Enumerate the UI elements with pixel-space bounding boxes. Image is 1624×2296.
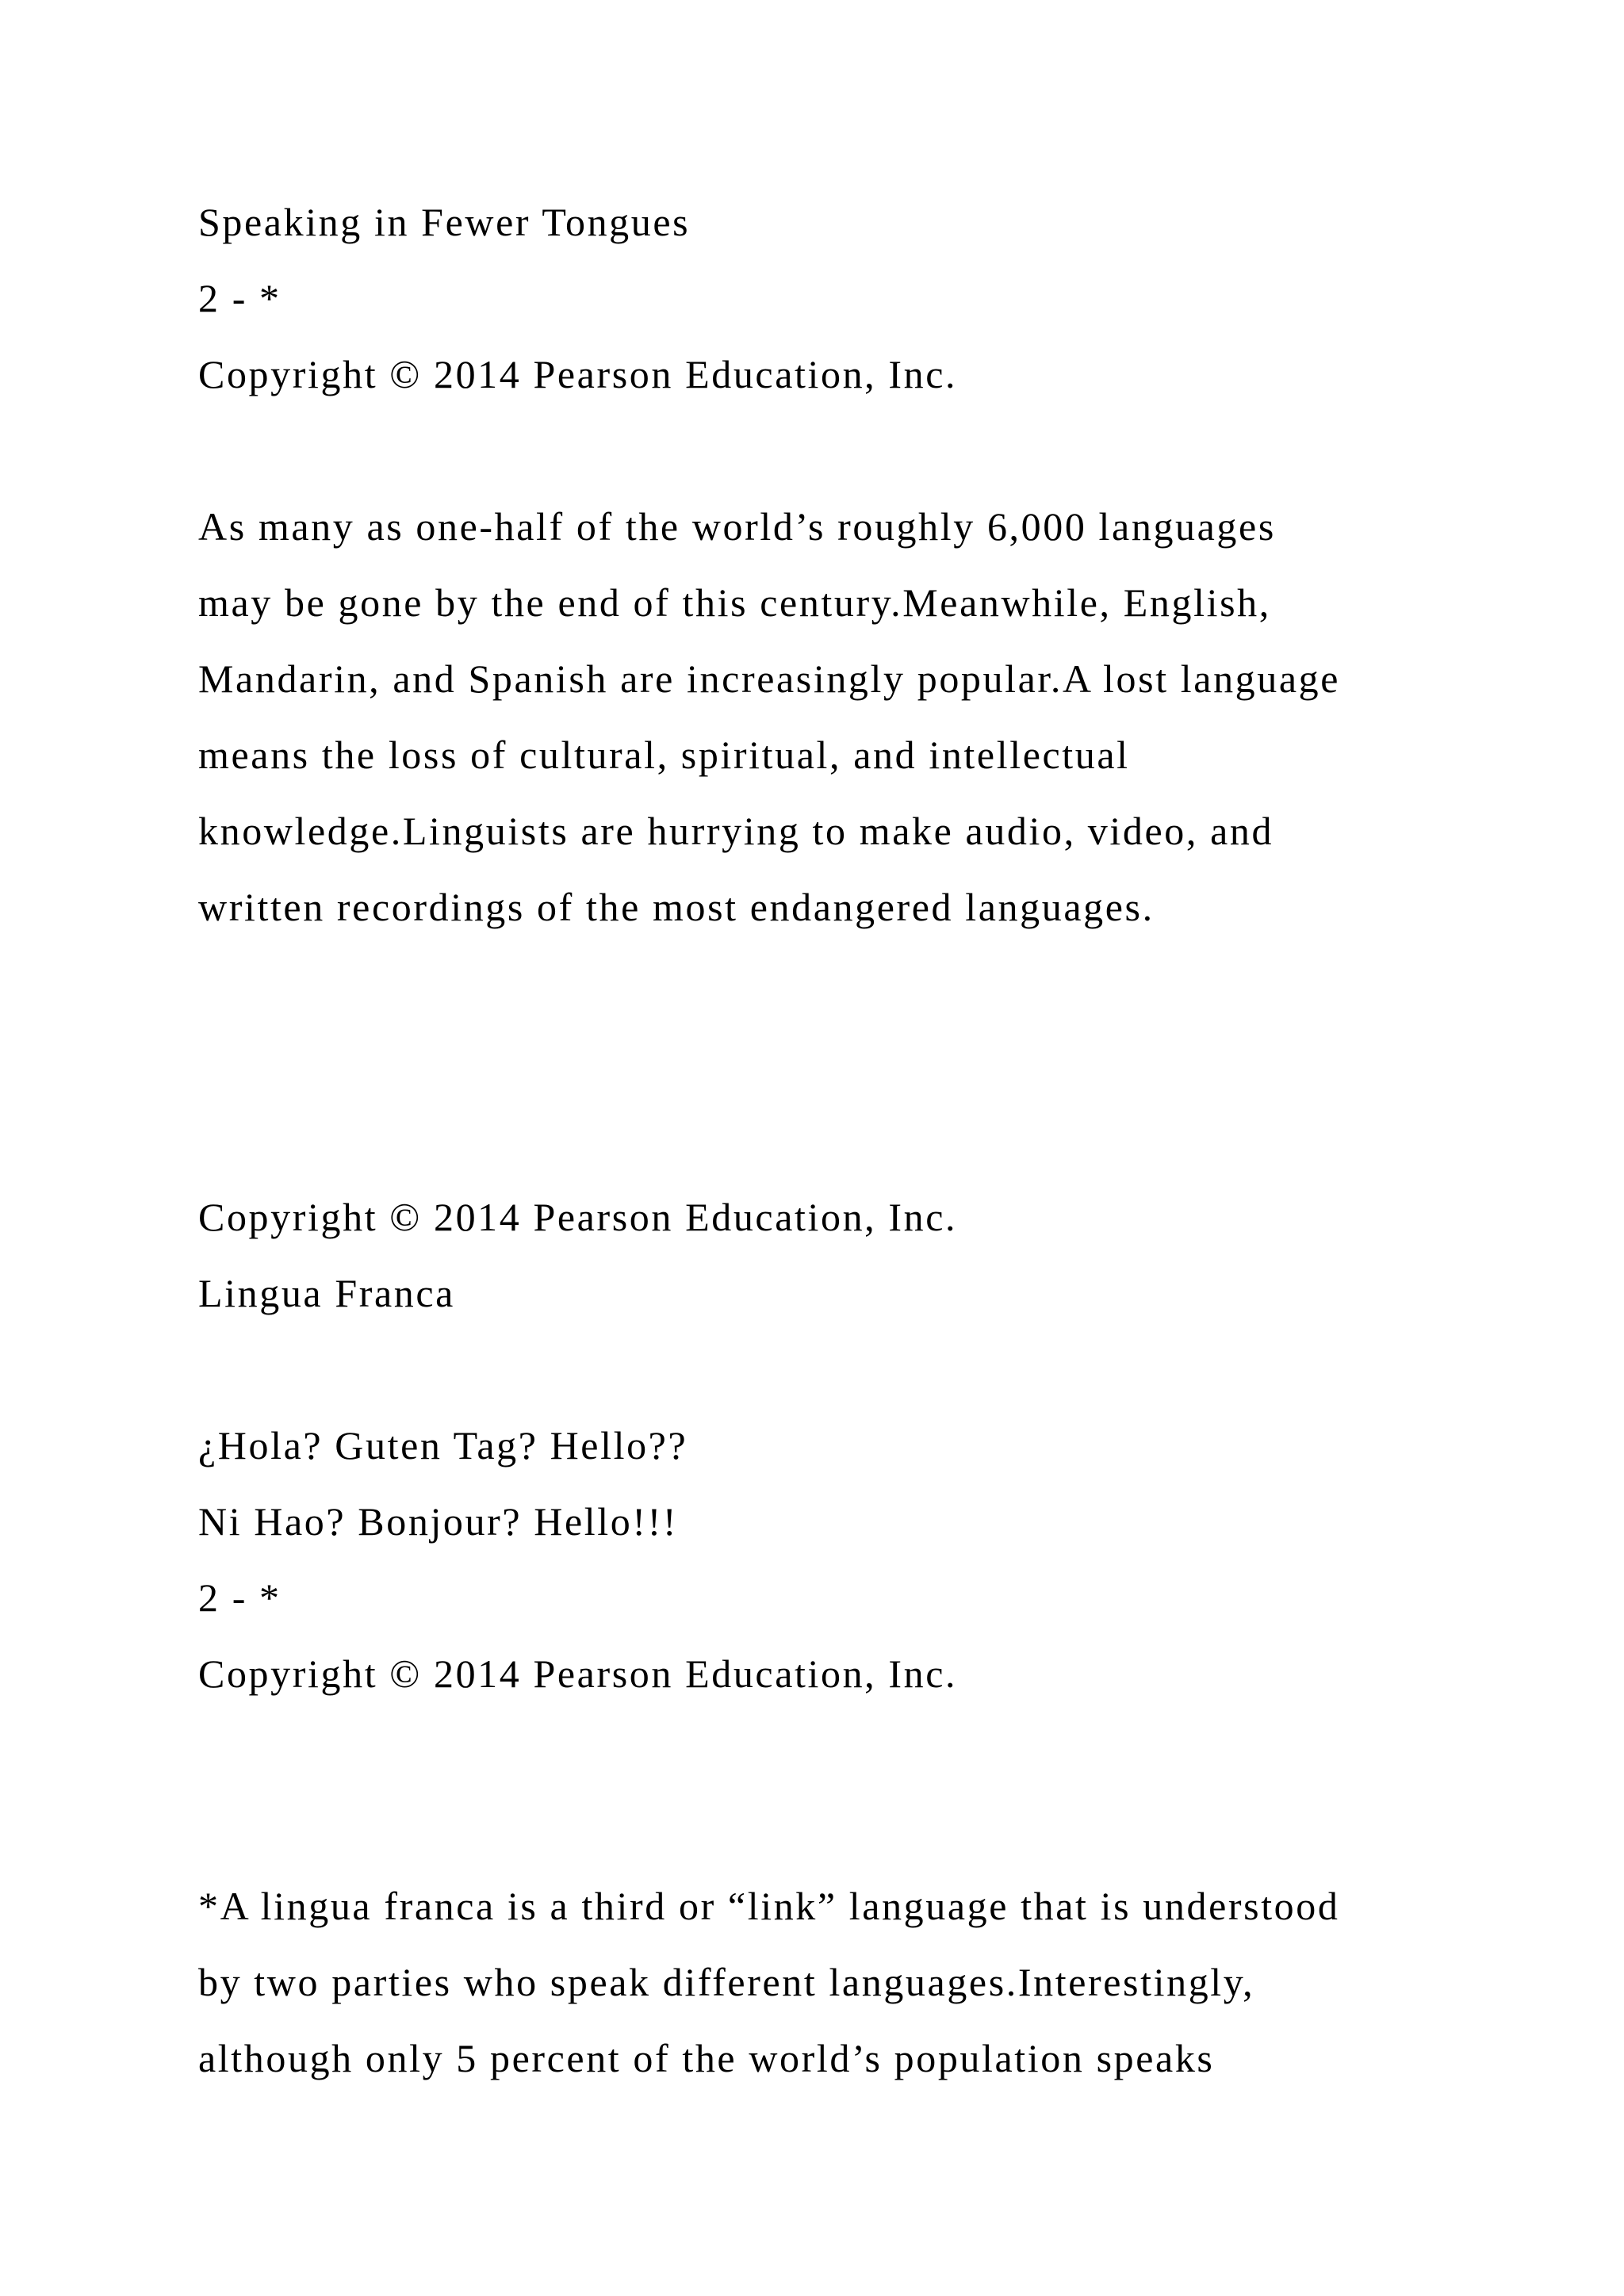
body-text-line: means the loss of cultural, spiritual, and intellectual [198,733,1130,777]
body-text-line: written recordings of the most endangered languages. [198,885,1155,929]
copyright-notice: Copyright © 2014 Pearson Education, Inc. [198,1195,958,1239]
copyright-notice: Copyright © 2014 Pearson Education, Inc. [198,1651,958,1696]
body-text-line: knowledge.Linguists are hurrying to make audio, video, and [198,809,1274,853]
slide-number: 2 - * [198,1575,282,1620]
slide-title: Speaking in Fewer Tongues [198,200,691,244]
body-text-line: *A lingua franca is a third or “link” language that is understood [198,1884,1340,1928]
body-text-line: Mandarin, and Spanish are increasingly popular.A lost language [198,656,1341,701]
body-text-line: although only 5 percent of the world’s population speaks [198,2036,1215,2080]
copyright-notice: Copyright © 2014 Pearson Education, Inc. [198,352,958,396]
slide-number: 2 - * [198,276,282,320]
slide-title: Lingua Franca [198,1271,455,1315]
body-text-line: As many as one-half of the world’s roughly 6,000 languages [198,504,1276,549]
greeting-line: Ni Hao? Bonjour? Hello!!! [198,1499,679,1544]
body-text-line: by two parties who speak different languages.Interestingly, [198,1960,1255,2004]
body-text-line: may be gone by the end of this century.Meanwhile, English, [198,580,1271,625]
greeting-line: ¿Hola? Guten Tag? Hello?? [198,1423,688,1468]
